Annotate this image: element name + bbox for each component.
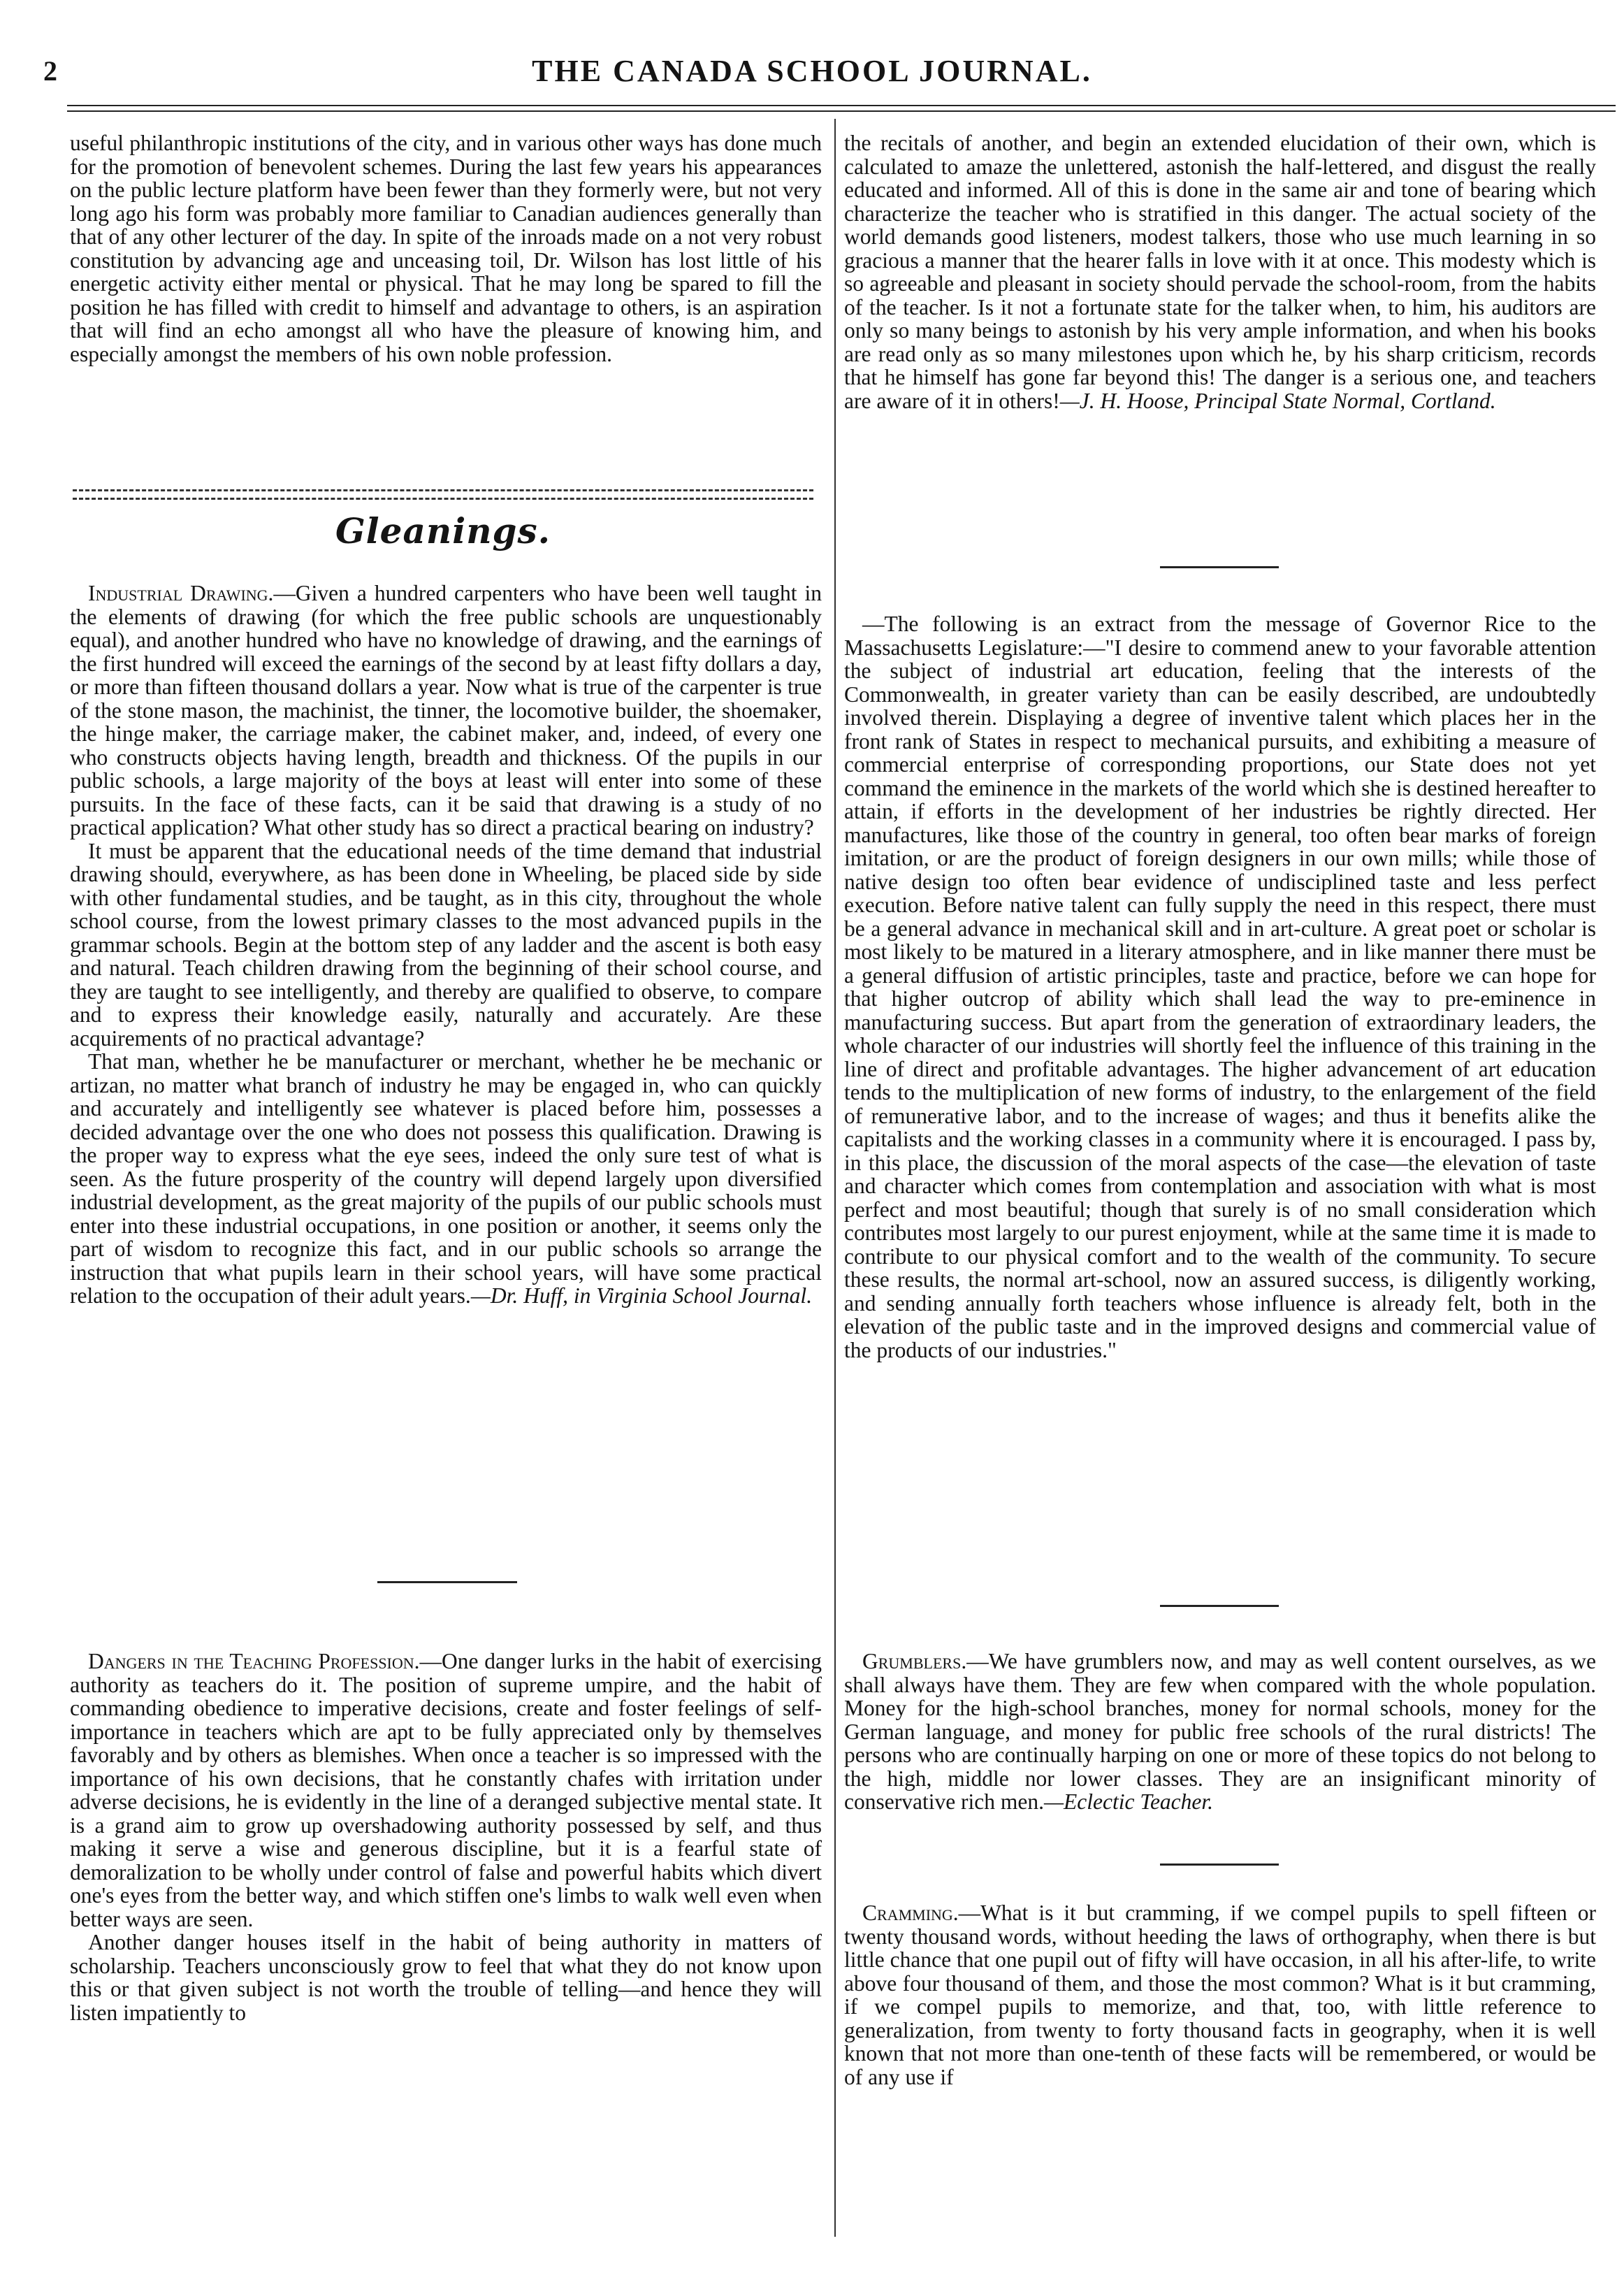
- drawing-para-3: That man, whether he be manufacturer or merchant, whether he be mechanic or artizan, no matter what branch of industry he may be engaged in, who can quickly and accurately and intelligently see whatever is placed before him, possesses a decided advantage over the one who does not possess this qualification. Drawing is the proper way to express what the eye sees, indeed the only sure test of what is seen. As the future prosperity of the country will depend largely upon diversified industrial development, as the great majority of the pupils of our public schools must enter into these industrial occupations, in one position or another, it seems only the part of wisdom to recognize this fact, and in our public schools so arrange the instruction that what pupils learn in their school years, will have some practical relation to the occupation of their adult years.—Dr. Huff, in Virginia School Journal.: [70, 1049, 822, 1308]
- section-heading: Gleanings.: [335, 510, 551, 552]
- grumblers-heading: Grumblers.: [862, 1649, 967, 1673]
- grumblers-credit: —Eclectic Teacher.: [1044, 1789, 1214, 1814]
- drawing-para-2: It must be apparent that the educational needs of the time demand that industrial drawing should, everywhere, as has been done in Wheeling, be placed side by side with other fundamental studies, and be taught, as in this city, throughout the whole school course, from the lowest primary classes to the most advanced pupils in the grammar schools. Begin at the bottom step of any ladder and the ascent is both easy and natural. Teach children drawing from the beginning of their school course, and they are taught to see intelligently, and thereby are qualified to observe, to compare and to express their knowledge easily, naturally and accurately. Are these acquirements of no practical advantage?: [70, 838, 822, 1051]
- section-divider-bottom: [73, 498, 813, 500]
- article-separator-right-1: [1160, 566, 1279, 568]
- article-separator-left: [377, 1581, 517, 1583]
- drawing-credit: —Dr. Huff, in Virginia School Journal.: [470, 1283, 813, 1308]
- header-rule-top: [67, 105, 1616, 106]
- cramming-heading: Cramming.: [862, 1901, 959, 1925]
- page-number: 2: [43, 55, 57, 87]
- drawing-para-1: Industrial Drawing.—Given a hundred carpenters who have been well taught in the elements of drawing (for which the free public schools are unquestionably equal), and another hundred who have no knowledge of drawing, and the earnings of the first hundred will exceed the earnings of the second by at least fifty dollars a day, or more than fifteen thousand dollars a year. Now what is true of the carpenter is true of the stone mason, the machinist, the tinner, the locomotive builder, the shoemaker, the hinge maker, the carriage maker, the cabinet maker, and, indeed, of every one who constructs objects having length, breadth and thickness. Of the pupils in our public schools, a large majority of the boys at least will enter into some of these pursuits. In the face of these facts, can it be said that drawing is a study of no practical application? What other study has so direct a practical bearing on industry?: [70, 581, 822, 839]
- wilson-paragraph: useful philanthropic institutions of the city, and in various other ways has done much for the promotion of benevolent schemes. During the last few years his appearances on the public lecture platform have been fewer than they formerly were, but not very long ago his form was probably more familiar to Canadian audiences generally than that of any other lecturer of the day. In spite of the inroads made on a not very robust constitution by advancing age and unceasing toil, Dr. Wilson has lost little of his energetic activity either mental or physical. That he may long be spared to fill the position he has filled with credit to himself and advantage to others, is an aspiration that will find an echo amongst all who have the pleasure of knowing him, and especially amongst the members of his own noble profession.: [70, 131, 822, 366]
- article-separator-right-3: [1160, 1864, 1279, 1866]
- dangers-article: [70, 1650, 822, 2024]
- cramming-paragraph: Cramming.—What is it but cramming, if we compel pupils to spell fifteen or twenty thousand words, without heeding the laws of orthography, when there is but little chance that one pupil out of fifty will have occasion, in all his after-life, to write above four thousand of them, and those the most common? What is it but cramming, if we compel pupils to memorize, and that, too, with little reference to generalization, from twenty to forty thousand facts in geography, when it is well known that not more than one-tenth of these facts will be remembered, or would be of any use if: [844, 1901, 1596, 2089]
- section-divider-top: [73, 489, 813, 491]
- dangers-continued: [844, 131, 1596, 412]
- dangers-heading: Dangers in the Teaching Profession.: [88, 1649, 420, 1673]
- industrial-drawing-article: [70, 582, 822, 1308]
- left-column-top: [70, 131, 822, 366]
- header-rule-bottom: [67, 110, 1616, 112]
- drawing-heading: Industrial Drawing.: [88, 581, 274, 605]
- rice-paragraph: —The following is an extract from the message of Governor Rice to the Massachusetts Legislature:—"I desire to commend anew to your favorable attention the subject of industrial art education, feeling that the interests of the Commonwealth, in greater variety than can be easily described, are undoubtedly involved therein. Displaying a degree of inventive talent which places her in the front rank of States in respect to mechanical pursuits, and exhibiting a measure of commercial enterprise of corresponding proportions, our State does not yet command the eminence in the markets of the world which she is destined hereafter to attain, if efforts in the development of her industries be rightly directed. Her manufactures, like those of the country in general, too often bear marks of foreign imitation, or are the product of foreign designers in our own mills; while those of native design too often bear evidence of undisciplined taste and less perfect execution. Before native talent can fully supply the need in this respect, there must be a general advance in mechanical skill and in art-culture. A great poet or scholar is most likely to be matured in a literary atmosphere, and in like manner there must be a general diffusion of artistic principles, taste and practice, before we can hope for that higher outcrop of ability which shall lead the way to pre-eminence in manufacturing success. But apart from the generation of extraordinary leaders, the whole character of our industries will shortly feel the influence of this training in the line of direct and profitable advantages. The higher advancement of art education tends to the multiplication of new forms of industry, to the enlargement of the field of remunerative labor, and to the increase of wages; and thus it benefits alike the capitalists and the working classes in a community where it is encouraged. I pass by, in this place, the discussion of the moral aspects of the case—the elevation of taste and character which comes from contemplation and association with what is most perfect and most beautiful; though that surely is of no small consideration which contributes most largely to our purest enjoyment, while at the same time it is made to contribute to our physical comfort and to the wealth of the community. To secure these results, the normal art-school, now an assured success, is diligently working, and sending annually forth teachers whose influence is already felt, both in the elevation of the public taste and in the improved designs and commercial value of the products of our industries.": [844, 612, 1596, 1362]
- grumblers-paragraph: Grumblers.—We have grumblers now, and may as well content ourselves, as we shall always have them. They are few when compared with the whole population. Money for the high-school branches, money for normal schools, money for the German language, and money for public free schools of the rural districts! The persons who are continually harping on one or more of these topics do not belong to the high, middle nor lower classes. They are an insignificant minority of conservative rich men.—Eclectic Teacher.: [844, 1649, 1596, 1814]
- article-separator-right-2: [1160, 1605, 1279, 1607]
- dangers-para-2: Another danger houses itself in the habit of being authority in matters of scholarship. Teachers unconsciously grow to feel that what they do not know upon this or that given subject is not worth the trouble of telling—and hence they will listen impatiently to: [70, 1930, 822, 2025]
- grumblers-article: [844, 1650, 1596, 1814]
- cramming-article: [844, 1901, 1596, 2089]
- rice-article: [844, 612, 1596, 1362]
- dangers-para-1: Dangers in the Teaching Profession.—One danger lurks in the habit of exercising authority as teachers do it. The position of supreme umpire, and the habit of commanding obedience to imperative decisions, create and foster feelings of self-importance in teachers which are apt to be fully appreciated only by themselves favorably and by others as blemishes. When once a teacher is so impressed with the importance of his own decisions, that he constantly chafes with irritation under adverse decisions, he is evidently in the line of a deranged subjective mental state. It is a grand aim to grow up overshadowing authority possessed by self, and thus making it serve a wise and generous discipline, but it is a fearful state of demoralization to be wholly under control of false and powerful habits which divert one's eyes from the better way, and which stiffen one's limbs to walk well even when better ways are seen.: [70, 1649, 822, 1931]
- column-divider: [834, 119, 836, 2237]
- journal-title: THE CANADA SCHOOL JOURNAL.: [532, 54, 1092, 88]
- dangers-cont-para: the recitals of another, and begin an extended elucidation of their own, which is calculated to amaze the unlettered, astonish the half-lettered, and disgust the really educated and informed. All of this is done in the same air and tone of bearing which characterize the teacher who is stratified in this danger. The actual society of the world demands good listeners, modest talkers, those who use much learning in so gracious a manner that the hearer falls in love with it at once. This modesty which is so agreeable and pleasant in society should pervade the school-room, from the habits of the teacher. Is it not a fortunate state for the talker when, to him, his auditors are only so many beings to astonish by his very ample information, and when his books are read only as so many milestones upon which he, by his sharp criticism, records that he himself has gone far beyond this! The danger is a serious one, and teachers are aware of it in others!—J. H. Hoose, Principal State Normal, Cortland.: [844, 131, 1596, 413]
- dangers-credit: —J. H. Hoose, Principal State Normal, Cortland.: [1059, 388, 1496, 413]
